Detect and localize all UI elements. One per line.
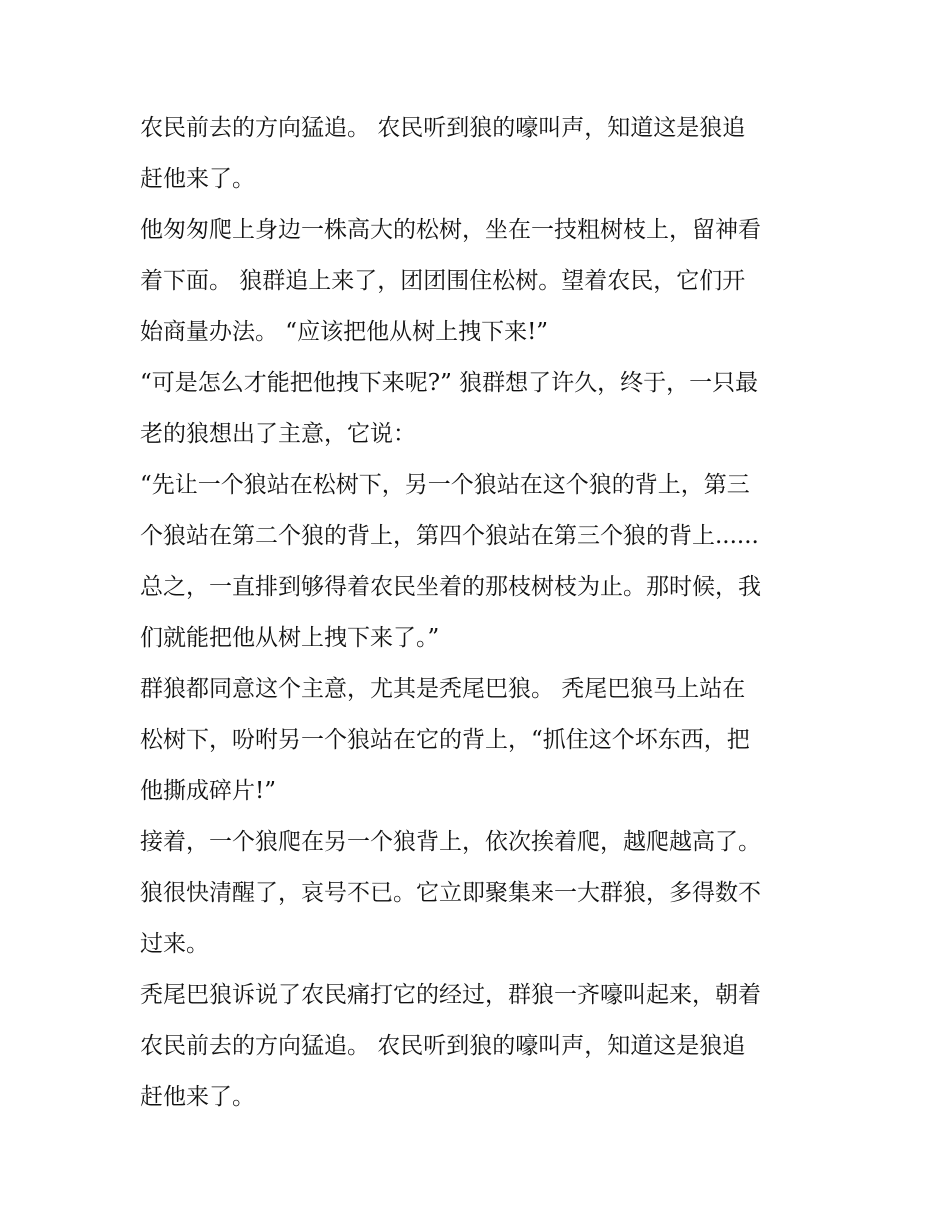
text-line: 他匆匆爬上身边一株高大的松树，坐在一技粗树枝上，留神看 bbox=[140, 217, 761, 243]
body-text bbox=[140, 103, 820, 1123]
text-line: 着下面。 狼群追上来了，团团围住松树。望着农民，它们开 bbox=[140, 268, 746, 294]
text-line: 老的狼想出了主意，它说： bbox=[140, 421, 416, 447]
text-line: 松树下，吩咐另一个狼站在它的背上，“抓住这个坏东西，把 bbox=[140, 727, 750, 753]
text-line: “可是怎么才能把他拽下来呢?” 狼群想了许久，终于，一只最 bbox=[140, 370, 759, 396]
text-line: 群狼都同意这个主意，尤其是秃尾巴狼。 秃尾巴狼马上站在 bbox=[140, 676, 746, 702]
text-line: 赶他来了。 bbox=[140, 1084, 255, 1110]
text-line: 接着，一个狼爬在另一个狼背上，依次挨着爬，越爬越高了。 bbox=[140, 829, 761, 855]
text-line: 农民前去的方向猛追。 农民听到狼的嚎叫声，知道这是狼追 bbox=[140, 1033, 746, 1059]
text-line: 总之，一直排到够得着农民坐着的那枝树枝为止。那时候，我 bbox=[140, 574, 761, 600]
text-line: 狼很快清醒了，哀号不已。它立即聚集来一大群狼，多得数不 bbox=[140, 880, 761, 906]
text-line: 农民前去的方向猛追。 农民听到狼的嚎叫声，知道这是狼追 bbox=[140, 115, 746, 141]
text-line: 过来。 bbox=[140, 931, 209, 957]
text-line: 秃尾巴狼诉说了农民痛打它的经过，群狼一齐嚎叫起来，朝着 bbox=[140, 982, 761, 1008]
text-line: 始商量办法。 “应该把他从树上拽下来!” bbox=[140, 319, 549, 345]
text-line: 他撕成碎片!” bbox=[140, 778, 277, 804]
text-line: 赶他来了。 bbox=[140, 166, 255, 192]
text-line: 们就能把他从树上拽下来了。” bbox=[140, 625, 440, 651]
text-line: “先让一个狼站在松树下，另一个狼站在这个狼的背上，第三 bbox=[140, 472, 750, 498]
text-line: 个狼站在第二个狼的背上，第四个狼站在第三个狼的背上...... bbox=[140, 523, 759, 549]
